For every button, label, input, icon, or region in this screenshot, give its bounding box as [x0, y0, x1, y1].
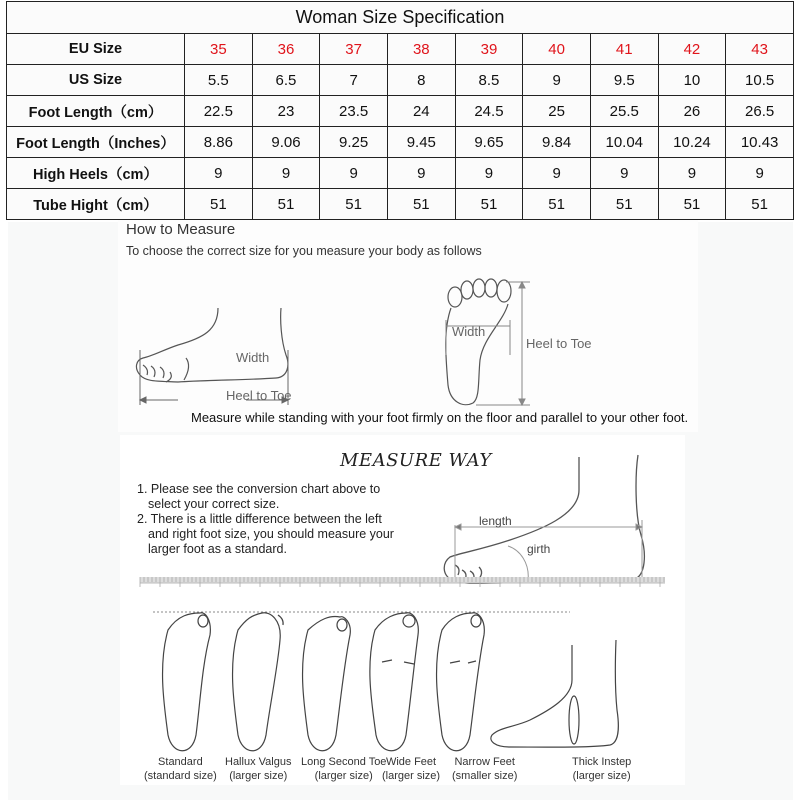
table-cell: 51 — [590, 189, 658, 220]
how-to-measure-section — [118, 220, 698, 432]
table-cell: 22.5 — [185, 96, 253, 127]
table-cell: 51 — [387, 189, 455, 220]
foot-type-long-second-toe: Long Second Toe (larger size) — [301, 756, 387, 782]
table-cell: 51 — [726, 189, 794, 220]
table-cell: 9 — [252, 158, 320, 189]
table-cell: 8.5 — [455, 65, 523, 96]
table-row-foot-length-cm — [7, 96, 794, 127]
table-cell: 24.5 — [455, 96, 523, 127]
table-cell: 39 — [455, 34, 523, 65]
table-cell: 9.84 — [523, 127, 591, 158]
table-cell: 9.25 — [320, 127, 388, 158]
table-cell: 6.5 — [252, 65, 320, 96]
foot-type-hallux-valgus: Hallux Valgus (larger size) — [225, 756, 292, 782]
side-length-label: Heel to Toe — [226, 388, 292, 403]
table-cell: 42 — [658, 34, 726, 65]
row-label: Tube Hight（cm） — [7, 189, 185, 220]
table-row-us-size — [7, 65, 794, 96]
table-cell: 8.86 — [185, 127, 253, 158]
table-cell: 51 — [320, 189, 388, 220]
table-cell: 25 — [523, 96, 591, 127]
table-cell: 9 — [387, 158, 455, 189]
table-cell: 51 — [185, 189, 253, 220]
table-row-foot-length-inches — [7, 127, 794, 158]
table-cell: 24 — [387, 96, 455, 127]
table-cell: 25.5 — [590, 96, 658, 127]
table-cell: 9 — [185, 158, 253, 189]
sole-foot-illustration — [118, 220, 698, 432]
how-to-measure-subtitle: To choose the correct size for you measure your body as follows — [126, 244, 482, 258]
size-table — [6, 1, 794, 220]
measure-way-section — [120, 435, 685, 785]
table-cell: 40 — [523, 34, 591, 65]
sole-width-label: Width — [452, 324, 486, 339]
table-cell: 51 — [252, 189, 320, 220]
table-cell: 10.43 — [726, 127, 794, 158]
table-cell: 37 — [320, 34, 388, 65]
table-cell: 9 — [590, 158, 658, 189]
foot-type-standard: Standard (standard size) — [144, 756, 217, 782]
row-label: High Heels（cm） — [7, 158, 185, 189]
row-label: EU Size — [7, 34, 185, 65]
table-cell: 38 — [387, 34, 455, 65]
table-cell: 9 — [523, 65, 591, 96]
table-cell: 9.65 — [455, 127, 523, 158]
row-label: Foot Length（cm） — [7, 96, 185, 127]
length-label: length — [479, 514, 512, 528]
measure-way-title: MEASURE WAY — [340, 450, 492, 471]
table-cell: 23 — [252, 96, 320, 127]
table-cell: 10 — [658, 65, 726, 96]
table-cell: 10.04 — [590, 127, 658, 158]
table-row-tube-height — [7, 189, 794, 220]
row-label: US Size — [7, 65, 185, 96]
length-girth-illustration — [120, 435, 685, 785]
step-2: 2. There is a little difference between the left and right foot size, you should measure your larger foot as a standard. — [137, 512, 394, 556]
table-cell: 10.5 — [726, 65, 794, 96]
table-title: Woman Size Specification — [7, 2, 794, 34]
table-cell: 35 — [185, 34, 253, 65]
table-cell: 10.24 — [658, 127, 726, 158]
table-cell: 9 — [658, 158, 726, 189]
table-cell: 23.5 — [320, 96, 388, 127]
table-cell: 7 — [320, 65, 388, 96]
table-cell: 8 — [387, 65, 455, 96]
sole-length-label: Heel to Toe — [526, 336, 592, 351]
table-row-high-heels — [7, 158, 794, 189]
table-cell: 9.45 — [387, 127, 455, 158]
table-cell: 36 — [252, 34, 320, 65]
table-cell: 26 — [658, 96, 726, 127]
foot-type-thick-instep: Thick Instep (larger size) — [572, 756, 632, 782]
table-cell: 9 — [523, 158, 591, 189]
table-cell: 9 — [726, 158, 794, 189]
table-cell: 51 — [658, 189, 726, 220]
table-cell: 9 — [320, 158, 388, 189]
foot-type-narrow-feet: Narrow Feet (smaller size) — [452, 756, 518, 782]
table-cell: 51 — [455, 189, 523, 220]
how-to-measure-title: How to Measure — [126, 221, 236, 238]
table-row-eu-size — [7, 34, 794, 65]
table-cell: 9.06 — [252, 127, 320, 158]
table-cell: 5.5 — [185, 65, 253, 96]
step-1: 1. Please see the conversion chart above to select your correct size. — [137, 482, 381, 511]
foot-type-wide-feet: Wide Feet (larger size) — [382, 756, 441, 782]
table-cell: 9 — [455, 158, 523, 189]
row-label: Foot Length（Inches） — [7, 127, 185, 158]
table-cell: 41 — [590, 34, 658, 65]
table-cell: 51 — [523, 189, 591, 220]
side-width-label: Width — [236, 350, 270, 365]
table-cell: 9.5 — [590, 65, 658, 96]
girth-label: girth — [527, 542, 551, 556]
table-cell: 43 — [726, 34, 794, 65]
ruler — [140, 577, 665, 583]
how-to-measure-caption: Measure while standing with your foot firmly on the floor and parallel to your other foot. — [191, 410, 689, 425]
table-cell: 26.5 — [726, 96, 794, 127]
